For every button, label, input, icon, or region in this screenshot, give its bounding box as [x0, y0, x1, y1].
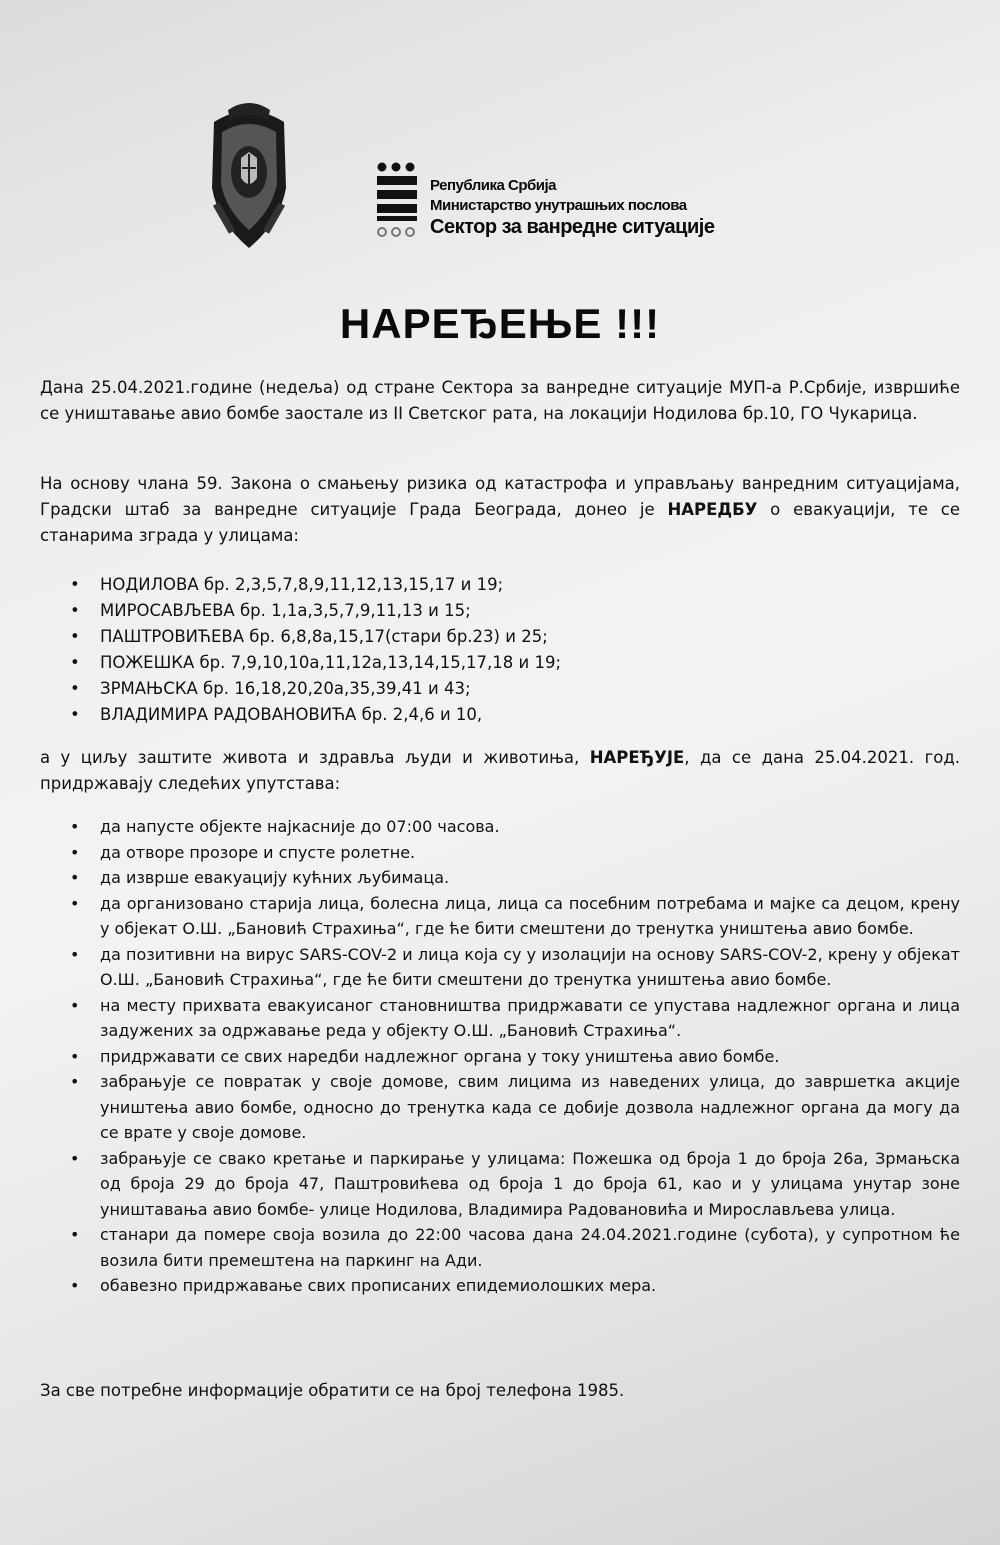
bullet-icon: •	[70, 817, 80, 836]
street-item	[70, 598, 561, 624]
instruction-item	[70, 840, 960, 866]
street-item	[70, 676, 561, 702]
instruction-item	[70, 891, 960, 942]
bullet-icon: •	[70, 601, 80, 620]
legal-basis-text: На основу члана 59. Закона о смањењу ризика од катастрофа и управљању ванредним ситуацијама, Градски штаб за ванредне ситуације Града Београда, донео је	[40, 474, 960, 519]
street-item	[70, 702, 561, 728]
logo-line-republic: Република Србија	[430, 177, 557, 194]
bullet-icon: •	[70, 1046, 80, 1066]
bullet-icon: •	[70, 653, 80, 672]
sector-logo	[376, 162, 836, 240]
street-item	[70, 624, 561, 650]
order-keyword: НАРЕДБУ	[667, 500, 758, 519]
bullet-icon: •	[70, 679, 80, 698]
instruction-item	[70, 1044, 960, 1070]
instructions-list	[70, 814, 960, 1299]
instruction-text: на месту прихвата евакуисаног становништва придржавати се упустава надлежног органа и лица задужених за одржавање реда у објекту О.Ш. „Бановић Страхиња“.	[100, 995, 960, 1040]
bullet-icon: •	[70, 705, 80, 724]
bullet-icon: •	[70, 575, 80, 594]
instruction-item	[70, 814, 960, 840]
street-item	[70, 650, 561, 676]
instruction-text: забрањује се свако кретање и паркирање у улицама: Пожешка од броја 1 до броја 26а, Зрмањска од броја 29 до броја 47, Паштровићева од броја 1 до броја 61, као и у улицама унутар зоне уништавања авио бомбе- улице Нодилова, Владимира Радовановића и Мирослављева улица.	[100, 1148, 960, 1219]
instruction-text: да организовано старија лица, болесна лица, лица са посебним потребама и мајке са децом, крену у објекат О.Ш. „Бановић Страхиња“, где ће бити смештени до тренутка уништења авио бомбе.	[100, 893, 960, 938]
bullet-icon: •	[70, 1148, 80, 1168]
street-text: ПАШТРОВИЋЕВА бр. 6,8,8а,15,17(стари бр.23) и 25;	[100, 627, 548, 646]
instruction-text: да позитивни на вирус SARS-COV-2 и лица која су у изолацији на основу SARS-COV-2, крену у објекат О.Ш. „Бановић Страхиња“, где ће бити смештени до тренутка уништења авио бомбе.	[100, 944, 960, 989]
orders-keyword: НАРЕЂУЈЕ	[589, 748, 685, 767]
instruction-text: да напусте објекте најкасније до 07:00 часова.	[100, 817, 500, 836]
instruction-text: да отворе прозоре и спусте ролетне.	[100, 842, 416, 862]
bullet-icon: •	[70, 868, 80, 887]
bullet-icon: •	[70, 1276, 80, 1295]
bullet-icon: •	[70, 1225, 80, 1244]
street-text: ВЛАДИМИРА РАДОВАНОВИЋА бр. 2,4,6 и 10,	[100, 705, 483, 724]
bullet-icon: •	[70, 842, 80, 862]
instruction-item	[70, 1146, 960, 1223]
legal-basis-text-end: о евакуацији, те се станарима зграда у улицама:	[40, 500, 960, 545]
instruction-item	[70, 942, 960, 993]
contact-paragraph: За све потребне информације обратити се на број телефона 1985.	[40, 1381, 625, 1400]
document-title: НАРЕЂЕЊЕ !!!	[339, 300, 661, 347]
bullet-icon: •	[70, 944, 80, 964]
instruction-item	[70, 993, 960, 1044]
instruction-item	[70, 865, 960, 891]
bullet-icon: •	[70, 995, 80, 1015]
street-text: НОДИЛОВА бр. 2,3,5,7,8,9,11,12,13,15,17 и 19;	[100, 575, 504, 594]
street-text: ПОЖЕШКА бр. 7,9,10,10а,11,12а,13,14,15,17,18 и 19;	[100, 653, 562, 672]
order-text: а у циљу заштите живота и здравља људи и животиња,	[40, 748, 590, 767]
street-text: ЗРМАЊСКА бр. 16,18,20,20а,35,39,41 и 43;	[100, 679, 471, 698]
instruction-item	[70, 1222, 960, 1273]
instruction-text: придржавати се свих наредби надлежног органа у току уништења авио бомбе.	[100, 1046, 780, 1066]
order-paragraph	[40, 745, 960, 797]
legal-basis-paragraph	[40, 471, 960, 549]
bullet-icon: •	[70, 893, 80, 913]
intro-paragraph: Дана 25.04.2021.године (недеља) од стране Сектора за ванредне ситуације МУП-а Р.Србије, извршиће се уништавање авио бомбе заостале из II Светског рата, на локацији Нодилова бр.10, ГО Чукарица.	[40, 378, 960, 423]
bullet-icon: •	[70, 627, 80, 646]
bullet-icon: •	[70, 1072, 80, 1091]
instruction-item	[70, 1273, 960, 1299]
sector-logo-text	[430, 176, 714, 238]
instruction-text: обавезно придржавање свих прописаних епидемиолошких мера.	[100, 1276, 657, 1295]
logo-line-ministry: Министарство унутрашњих послова	[430, 197, 687, 214]
instruction-item	[70, 1069, 960, 1146]
police-crest-icon	[208, 92, 290, 252]
instruction-text: да изврше евакуацију кућних љубимаца.	[100, 868, 450, 887]
street-item	[70, 572, 561, 598]
logo-line-sector: Сектор за ванредне ситуације	[430, 216, 715, 238]
instruction-text: станари да помере своја возила до 22:00 часова дана 24.04.2021.године (субота), у супротном ће возила бити премештена на паркинг на Ади.	[100, 1225, 960, 1270]
affected-streets-list	[70, 572, 561, 728]
sector-emblem-icon	[376, 162, 421, 240]
document-header	[208, 92, 808, 252]
instruction-text: забрањује се повратак у своје домове, свим лицима из наведених улица, до завршетка акције уништења авио бомбе, односно до тренутка када се добије дозвола надлежног органа да могу да се врате у своје домове.	[100, 1072, 960, 1142]
order-text-end: , да се дана 25.04.2021. год. придржавају следећих упутстава:	[40, 748, 960, 793]
street-text: МИРОСАВЉЕВА бр. 1,1а,3,5,7,9,11,13 и 15;	[100, 601, 471, 620]
